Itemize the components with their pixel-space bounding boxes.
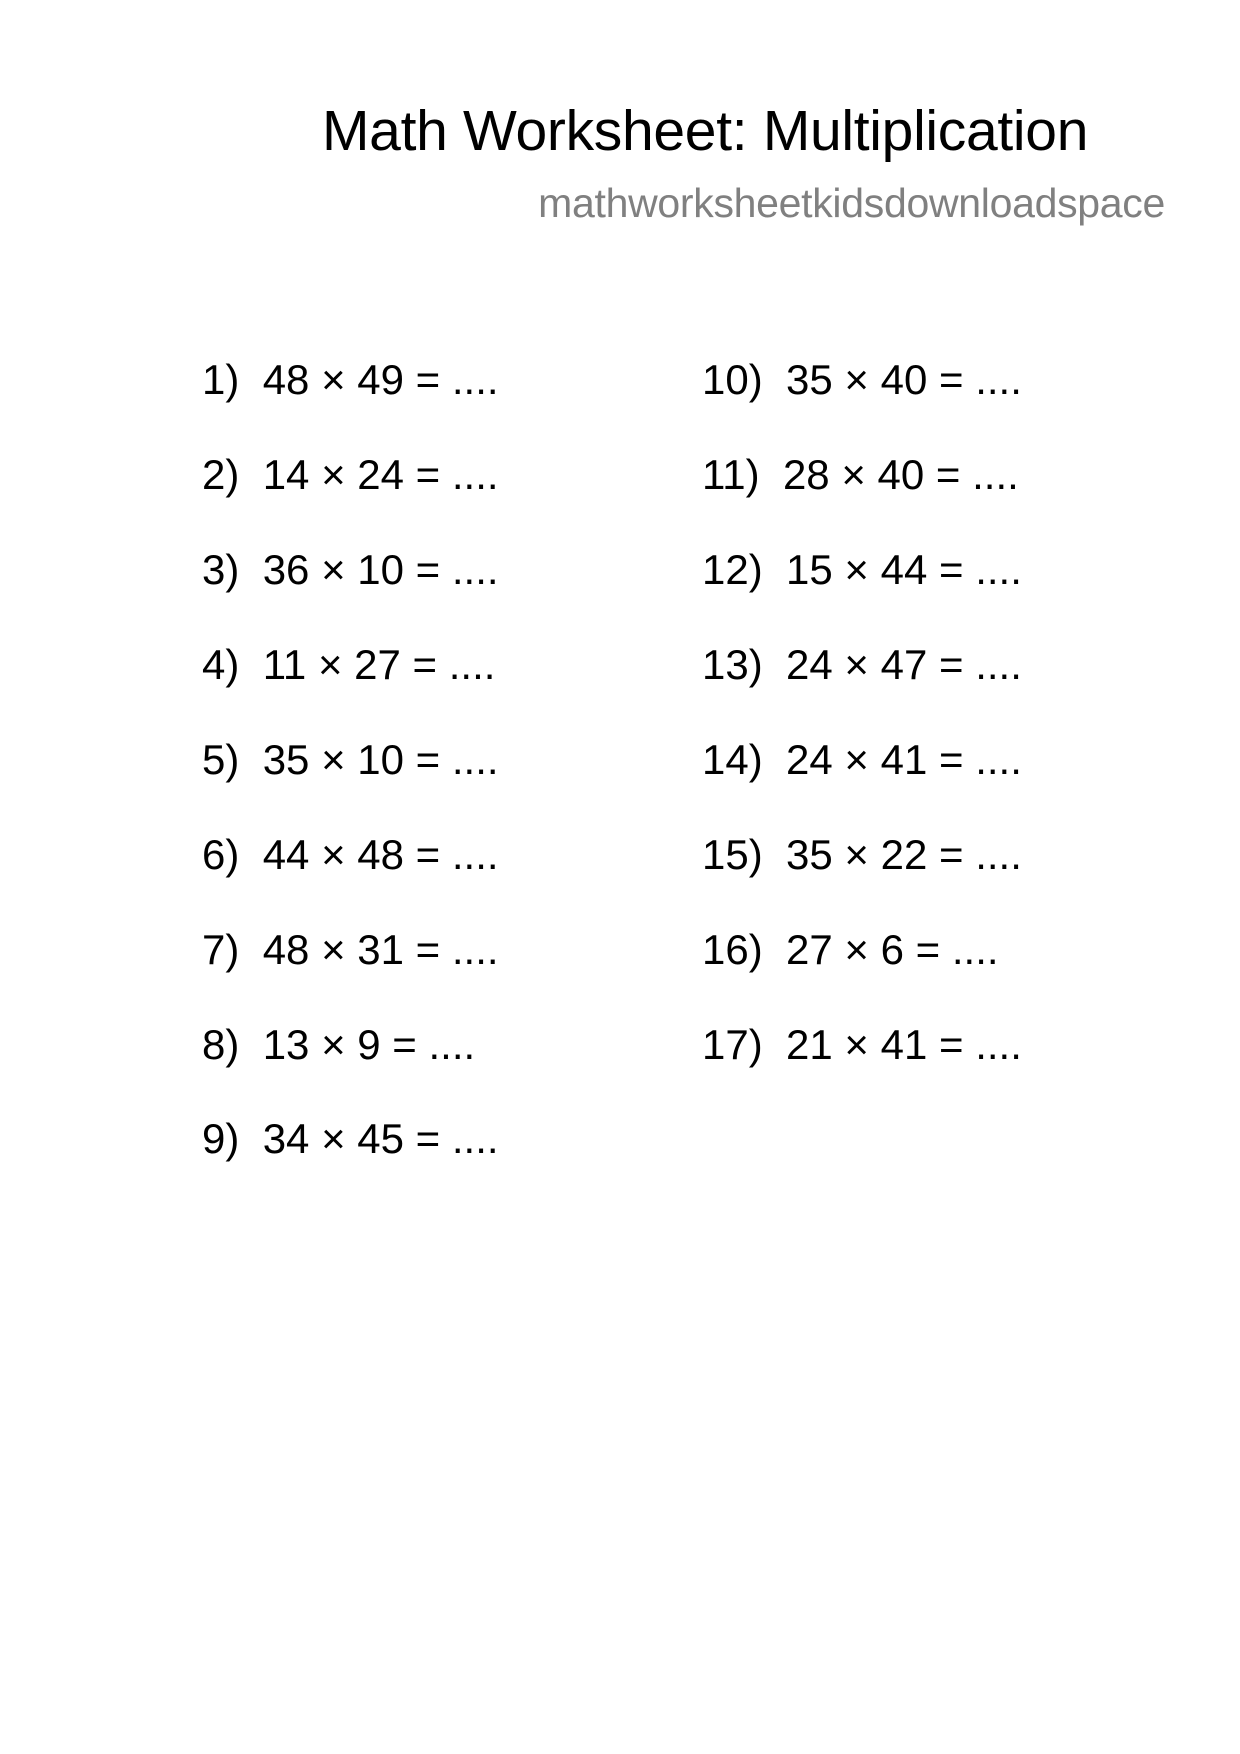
problem-17 <box>702 1020 1022 1070</box>
problem-number: 9) <box>202 1115 263 1162</box>
problem-11 <box>702 450 1019 500</box>
problem-8 <box>202 1020 475 1070</box>
problem-expression: 48 × 31 = .... <box>262 926 499 973</box>
problem-9 <box>202 1114 499 1164</box>
problem-expression: 11 × 27 = .... <box>262 641 496 688</box>
problem-12 <box>702 545 1022 595</box>
problem-4 <box>202 640 495 690</box>
problem-number: 12) <box>702 546 787 593</box>
problem-2 <box>202 450 499 500</box>
problem-number: 11) <box>702 451 783 498</box>
problem-number: 6) <box>202 831 263 878</box>
problem-number: 2) <box>202 451 263 498</box>
problem-expression: 36 × 10 = .... <box>262 546 499 593</box>
problem-14 <box>702 735 1022 785</box>
problem-expression: 24 × 41 = .... <box>786 736 1022 783</box>
problem-expression: 27 × 6 = .... <box>786 926 999 973</box>
problem-number: 17) <box>702 1021 787 1068</box>
problem-number: 14) <box>702 736 787 783</box>
problem-expression: 34 × 45 = .... <box>262 1115 499 1162</box>
problem-expression: 13 × 9 = .... <box>262 1021 476 1068</box>
problem-number: 13) <box>702 641 787 688</box>
problem-15 <box>702 830 1022 880</box>
problem-number: 8) <box>202 1021 263 1068</box>
problem-expression: 15 × 44 = .... <box>786 546 1022 593</box>
worksheet-subtitle: mathworksheetkidsdownloadspace <box>538 180 1165 226</box>
problem-1 <box>202 355 499 405</box>
problem-expression: 35 × 40 = .... <box>786 356 1022 403</box>
problem-10 <box>702 355 1022 405</box>
problem-expression: 24 × 47 = .... <box>786 641 1022 688</box>
problem-13 <box>702 640 1022 690</box>
problem-expression: 35 × 22 = .... <box>786 831 1022 878</box>
problem-number: 3) <box>202 546 263 593</box>
problem-expression: 21 × 41 = .... <box>786 1021 1022 1068</box>
problem-number: 16) <box>702 926 787 973</box>
problem-number: 4) <box>202 641 263 688</box>
problem-expression: 48 × 49 = .... <box>262 356 499 403</box>
problem-7 <box>202 925 499 975</box>
problem-6 <box>202 830 499 880</box>
worksheet-title: Math Worksheet: Multiplication <box>322 99 1089 163</box>
problem-expression: 35 × 10 = .... <box>262 736 499 783</box>
problem-expression: 14 × 24 = .... <box>262 451 499 498</box>
problem-number: 5) <box>202 736 263 783</box>
problem-number: 10) <box>702 356 787 403</box>
problem-16 <box>702 925 999 975</box>
problem-number: 7) <box>202 926 263 973</box>
problem-expression: 44 × 48 = .... <box>262 831 499 878</box>
problem-number: 1) <box>202 356 263 403</box>
problem-number: 15) <box>702 831 787 878</box>
problem-3 <box>202 545 499 595</box>
problem-expression: 28 × 40 = .... <box>782 451 1019 498</box>
problem-5 <box>202 735 499 785</box>
